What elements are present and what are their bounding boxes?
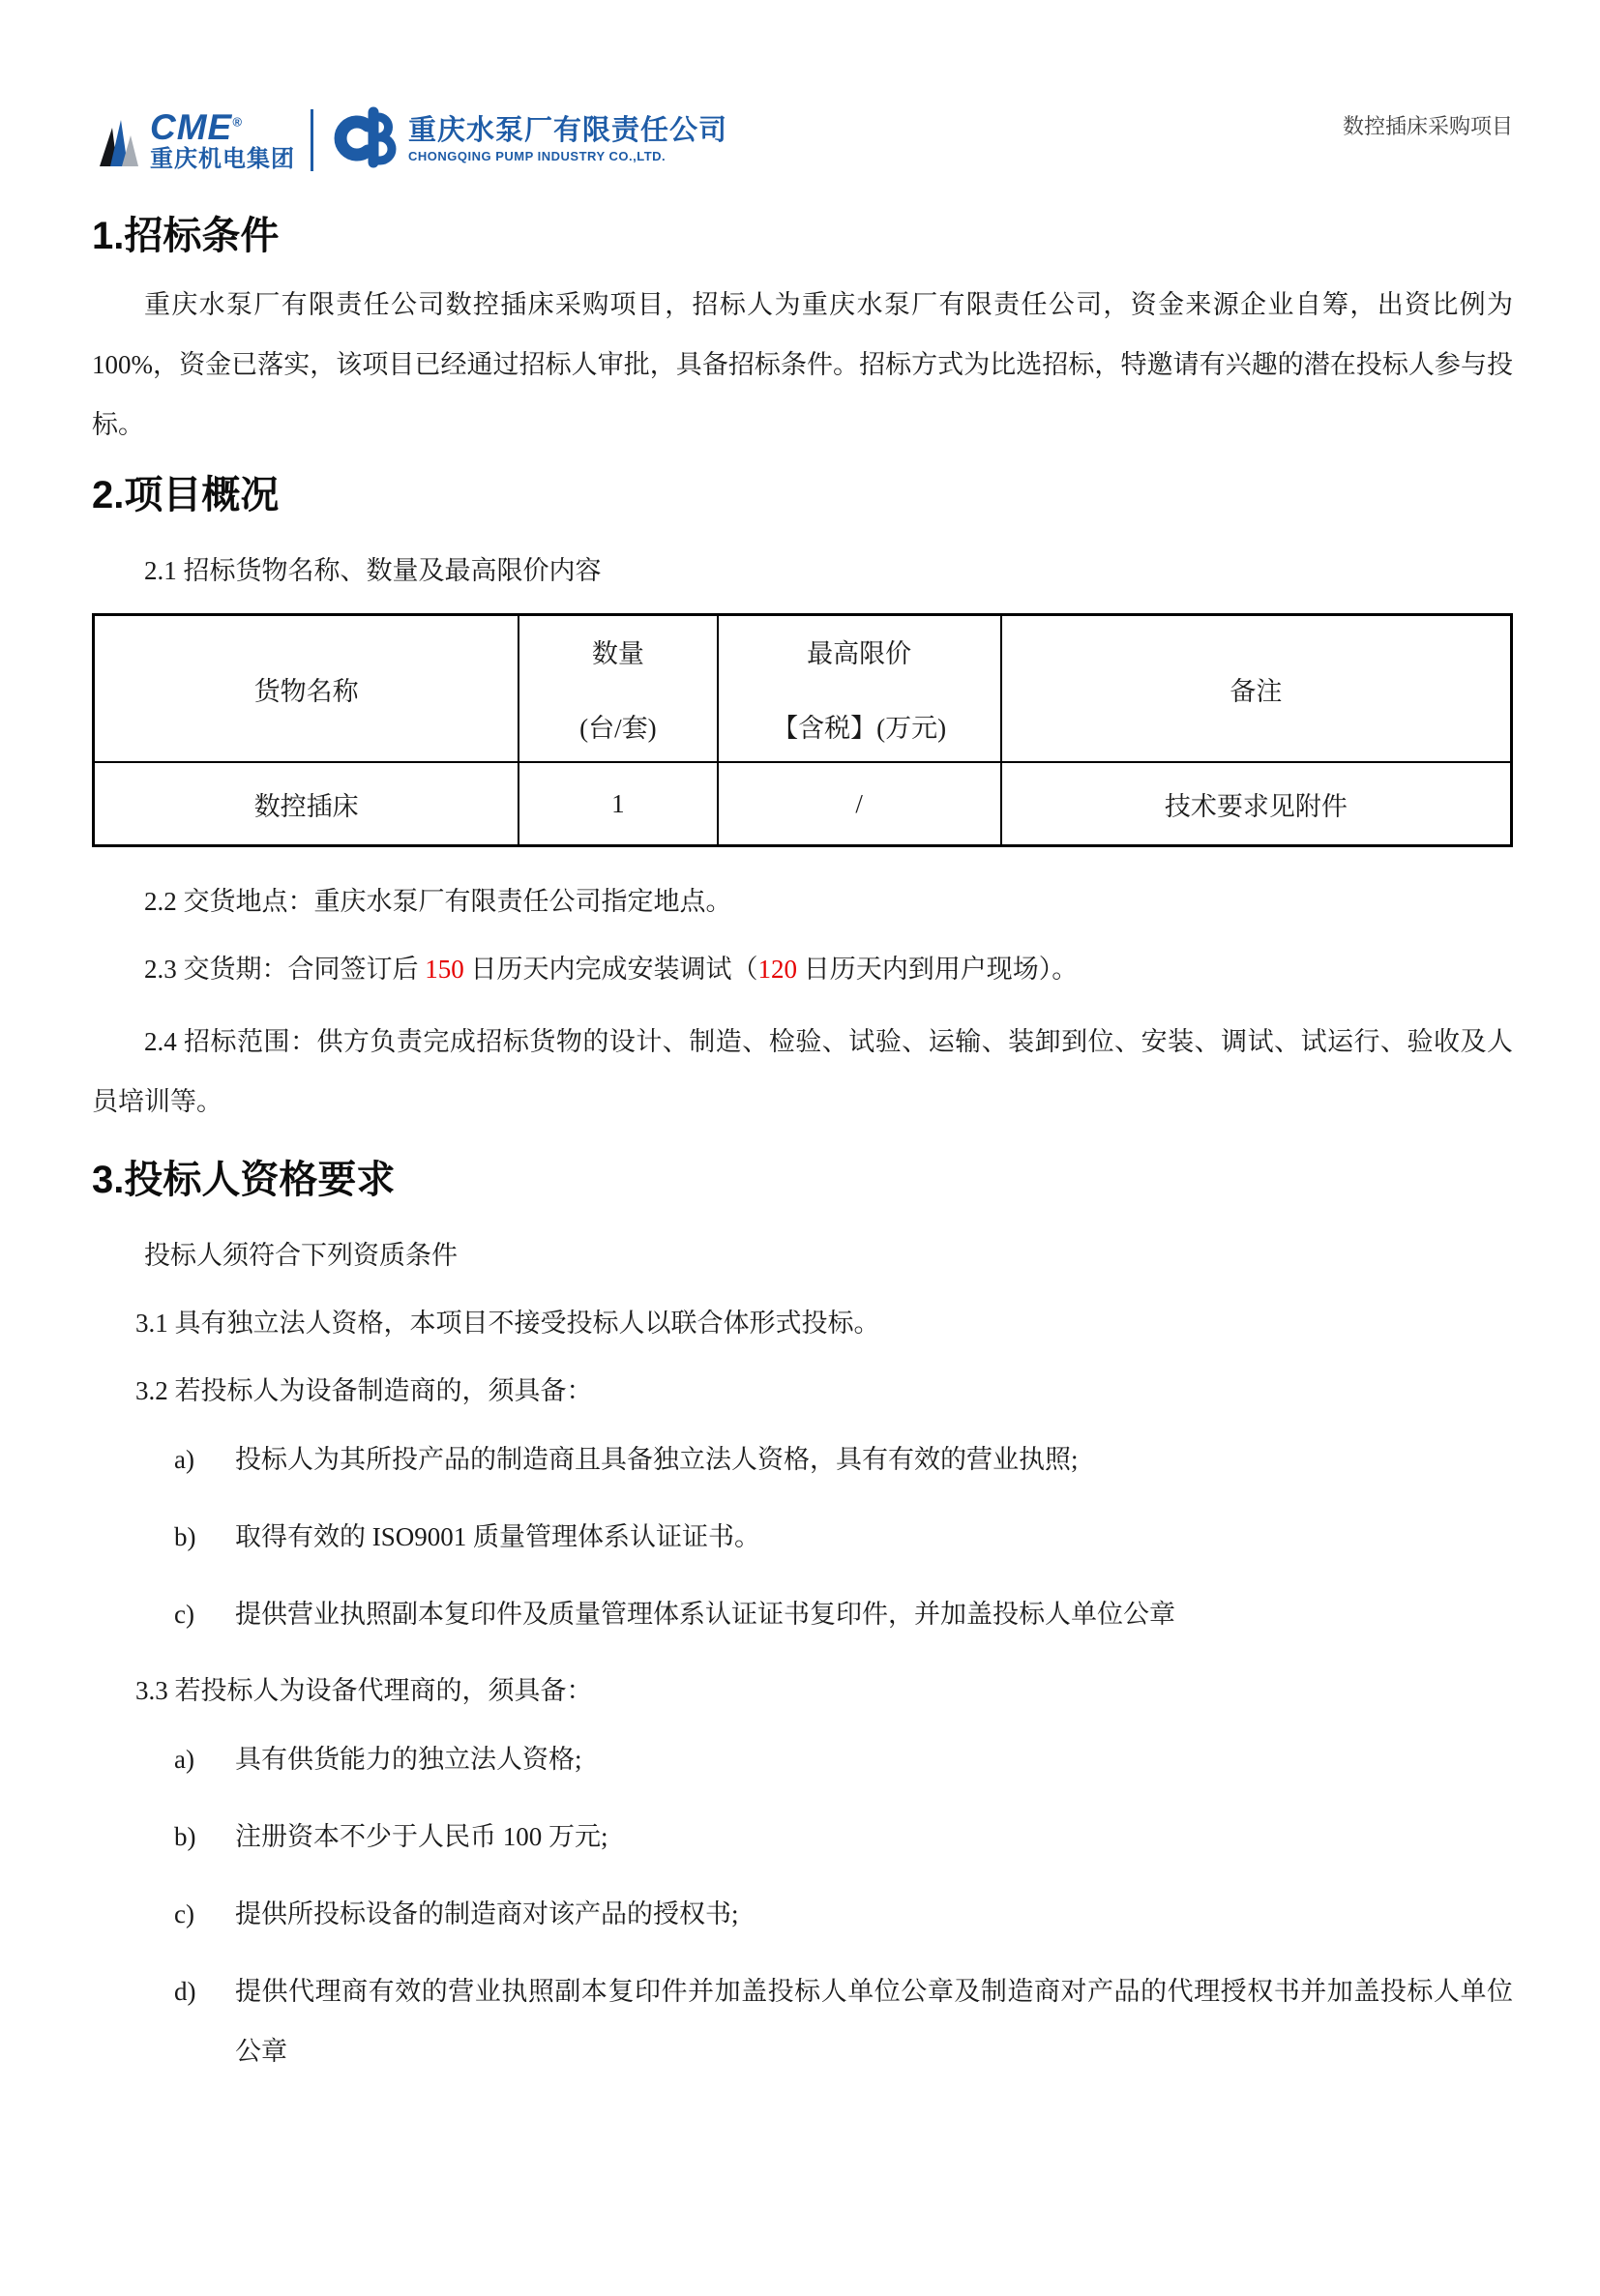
goods-table (92, 613, 1513, 847)
pump-logo-text (408, 117, 727, 162)
section1-paragraph: 重庆水泵厂有限责任公司数控插床采购项目，招标人为重庆水泵厂有限责任公司，资金来源企业自筹，出资比例为 100%，资金已落实，该项目已经通过招标人审批，具备招标条件。招标方式为比选招标，特邀请有兴趣的潜在投标人参与投标。 (92, 290, 1513, 439)
item-3-1: 3.1 具有独立法人资格，本项目不接受投标人以联合体形式投标。 (135, 1309, 880, 1338)
list-text: 提供所投标设备的制造商对该产品的授权书; (235, 1899, 739, 1928)
onsite-days-value: 120 (757, 955, 797, 984)
list-text: 提供营业执照副本复印件及质量管理体系认证证书复印件，并加盖投标人单位公章 (235, 1600, 1175, 1629)
col-header-note: 备注 (1001, 615, 1512, 763)
list-marker: b) (174, 1822, 196, 1851)
list-item-3-3-b (92, 1807, 1513, 1867)
section2-heading: 2.项目概况 (92, 474, 280, 516)
list-item-3-3-c (92, 1884, 1513, 1944)
cme-logo-text (150, 106, 295, 172)
project-title-label: 数控插床采购项目 (1342, 114, 1513, 138)
item-2-2: 2.2 交货地点：重庆水泵厂有限责任公司指定地点。 (144, 887, 732, 916)
list-text: 取得有效的 ISO9001 质量管理体系认证证书。 (235, 1522, 761, 1551)
item-2-1: 2.1 招标货物名称、数量及最高限价内容 (144, 556, 602, 585)
page-header (92, 106, 1513, 190)
list-marker: a) (174, 1745, 194, 1774)
list-marker: c) (174, 1600, 194, 1629)
item-2-4: 2.4 招标范围：供方负责完成招标货物的设计、制造、检验、试验、运输、装卸到位、安装、调试、试运行、验收及人员培训等。 (92, 1027, 1513, 1116)
pump-company-name: 重庆水泵厂有限责任公司 (408, 115, 728, 146)
list-item-3-2-c (92, 1584, 1513, 1644)
quantity-header-line2: (台/套) (579, 714, 657, 743)
pump-company-logo (329, 106, 727, 173)
list-text: 投标人为其所投产品的制造商且具备独立法人资格，具有有效的营业执照; (235, 1445, 1079, 1474)
list-marker: d) (174, 1977, 196, 2006)
cme-group-name: 重庆机电集团 (150, 145, 295, 172)
list-text: 具有供货能力的独立法人资格; (235, 1745, 582, 1774)
item-2-3-part1: 2.3 交货期：合同签订后 (144, 955, 426, 984)
item-3-2: 3.2 若投标人为设备制造商的，须具备： (135, 1376, 593, 1405)
item-2-3 (92, 948, 1513, 990)
item-2-3-part2: 日历天内完成安装调试（ (463, 955, 758, 984)
table-row (94, 762, 1512, 846)
list-item-3-2-b (92, 1507, 1513, 1567)
list-marker: a) (174, 1445, 194, 1474)
delivery-days-value: 150 (425, 955, 464, 984)
list-item-3-2-a (92, 1429, 1513, 1489)
pump-monogram-icon (329, 106, 399, 173)
section3-heading: 3.投标人资格要求 (92, 1159, 396, 1201)
col-header-max-price (718, 615, 1001, 763)
cme-mountain-icon (92, 120, 144, 171)
goods-table-header (94, 615, 1512, 763)
quantity-header-line1: 数量 (591, 639, 644, 668)
cell-goods-name: 数控插床 (94, 762, 519, 846)
list-text: 提供代理商有效的营业执照副本复印件并加盖投标人单位公章及制造商对产品的代理授权书并加盖投标人单位公章 (235, 1977, 1513, 2066)
cell-max-price: / (718, 762, 1001, 846)
cme-group-logo (92, 106, 295, 172)
logo-group (92, 106, 727, 173)
cme-acronym: CME® (150, 106, 243, 147)
col-header-goods-name: 货物名称 (94, 615, 519, 763)
price-header-line1: 最高限价 (807, 639, 912, 668)
section1-heading: 1.招标条件 (92, 215, 280, 257)
item-3-3: 3.3 若投标人为设备代理商的，须具备： (135, 1676, 593, 1705)
list-item-3-3-a (92, 1729, 1513, 1789)
section3-intro: 投标人须符合下列资质条件 (144, 1241, 458, 1270)
cell-quantity: 1 (519, 762, 717, 846)
list-marker: c) (174, 1899, 194, 1928)
pump-company-name-en: CHONGQING PUMP INDUSTRY CO.,LTD. (408, 149, 667, 163)
item-2-3-part3: 日历天内到用户现场）。 (797, 955, 1079, 984)
list-text: 注册资本不少于人民币 100 万元; (235, 1822, 608, 1851)
list-item-3-3-d (92, 1961, 1513, 2081)
logo-divider (311, 109, 313, 171)
cell-note: 技术要求见附件 (1001, 762, 1512, 846)
price-header-line2: 【含税】(万元) (772, 714, 947, 743)
list-marker: b) (174, 1522, 196, 1551)
col-header-quantity (519, 615, 717, 763)
registered-mark: ® (232, 114, 243, 130)
